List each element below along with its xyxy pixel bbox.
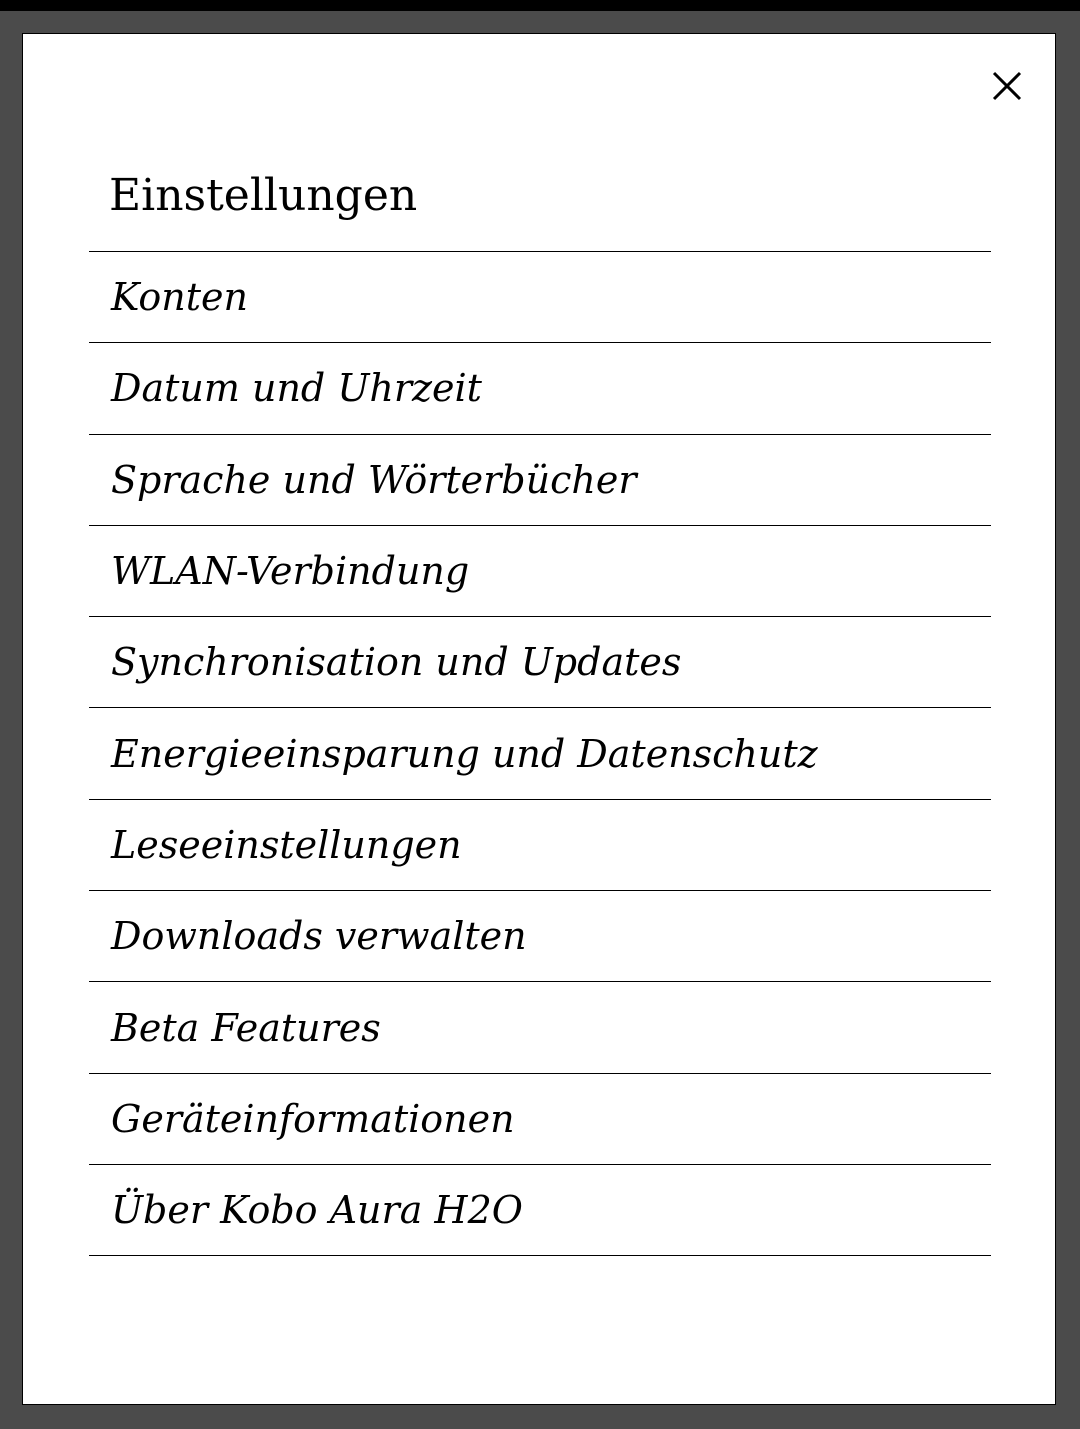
menu-item-label: Über Kobo Aura H2O — [111, 1188, 523, 1233]
menu-item-ueber[interactable] — [89, 1165, 991, 1256]
settings-dialog — [22, 33, 1056, 1405]
menu-item-label: Beta Features — [111, 1005, 381, 1050]
menu-item-label: WLAN-Verbindung — [111, 549, 470, 594]
menu-item-synchronisation[interactable] — [89, 617, 991, 708]
settings-menu — [89, 252, 991, 1256]
menu-item-konten[interactable] — [89, 252, 991, 343]
menu-item-label: Synchronisation und Updates — [111, 640, 682, 685]
menu-item-label: Downloads verwalten — [111, 914, 527, 959]
menu-item-sprache[interactable] — [89, 435, 991, 526]
menu-item-label: Datum und Uhrzeit — [111, 366, 482, 411]
menu-item-datum-uhrzeit[interactable] — [89, 343, 991, 434]
menu-item-leseeinstellungen[interactable] — [89, 800, 991, 891]
menu-item-label: Leseeinstellungen — [111, 822, 462, 867]
menu-item-energie[interactable] — [89, 708, 991, 799]
close-button[interactable] — [981, 60, 1033, 112]
menu-item-label: Sprache und Wörterbücher — [111, 457, 637, 502]
menu-item-label: Energieeinsparung und Datenschutz — [111, 731, 818, 776]
close-icon — [992, 71, 1022, 101]
menu-item-geraeteinformationen[interactable] — [89, 1074, 991, 1165]
page-title: Einstellungen — [109, 170, 418, 221]
menu-item-label: Konten — [111, 275, 248, 320]
menu-item-beta-features[interactable] — [89, 982, 991, 1073]
menu-item-wlan[interactable] — [89, 526, 991, 617]
menu-item-downloads[interactable] — [89, 891, 991, 982]
menu-item-label: Geräteinformationen — [111, 1096, 515, 1141]
status-bar — [0, 0, 1080, 11]
